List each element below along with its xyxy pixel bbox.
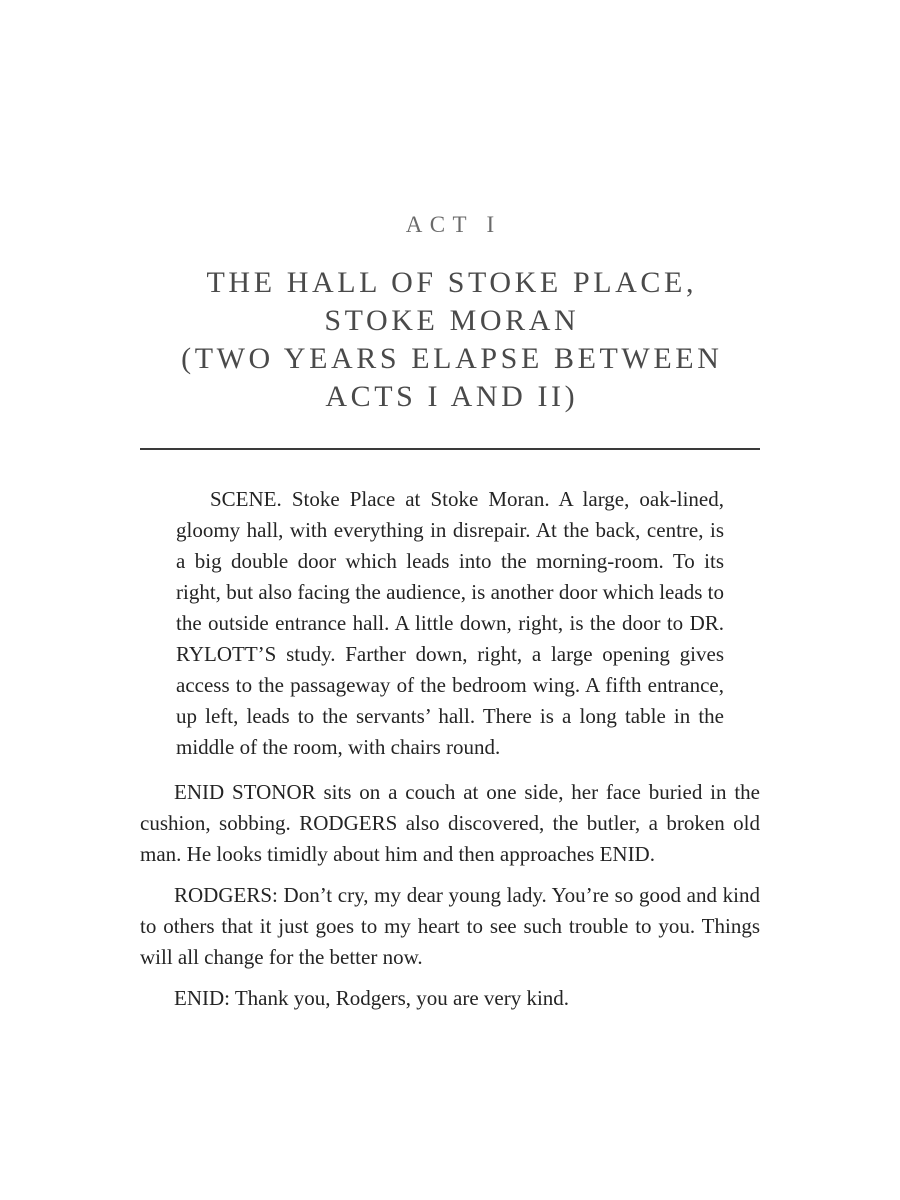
title-line: STOKE MORAN (324, 304, 580, 337)
divider-rule (140, 448, 760, 450)
title-line: (TWO YEARS ELAPSE BETWEEN (181, 342, 723, 375)
dialogue-paragraph-enid: ENID: Thank you, Rodgers, you are very kind. (174, 986, 570, 1010)
title-line: ACTS I AND II) (325, 380, 579, 413)
page-title (140, 264, 760, 416)
title-line: THE HALL OF STOKE PLACE, (206, 266, 698, 299)
dialogue-paragraph-rodgers: RODGERS: Don’t cry, my dear young lady. You’re so good and kind to others that it just goes to my heart to see such trouble to you. Things will all change for the better now. (140, 883, 760, 969)
stage-direction-paragraph: ENID STONOR sits on a couch at one side, her face buried in the cushion, sobbing. RODGERS also discovered, the butler, a broken old man. He looks timidly about him and then approaches ENID. (140, 780, 760, 866)
act-heading: ACT I (405, 212, 502, 237)
scene-description-paragraph: SCENE. Stoke Place at Stoke Moran. A large, oak-lined, gloomy hall, with everything in disrepair. At the back, centre, is a big double door which leads into the morning-room. To its right, but also facing the audience, is another door which leads to the outside entrance hall. A little down, right, is the door to DR. RYLOTT’S study. Farther down, right, a large opening gives access to the passageway of the bedroom wing. A fifth entrance, up left, leads to the servants’ hall. There is a long table in the middle of the room, with chairs round. (176, 487, 724, 759)
